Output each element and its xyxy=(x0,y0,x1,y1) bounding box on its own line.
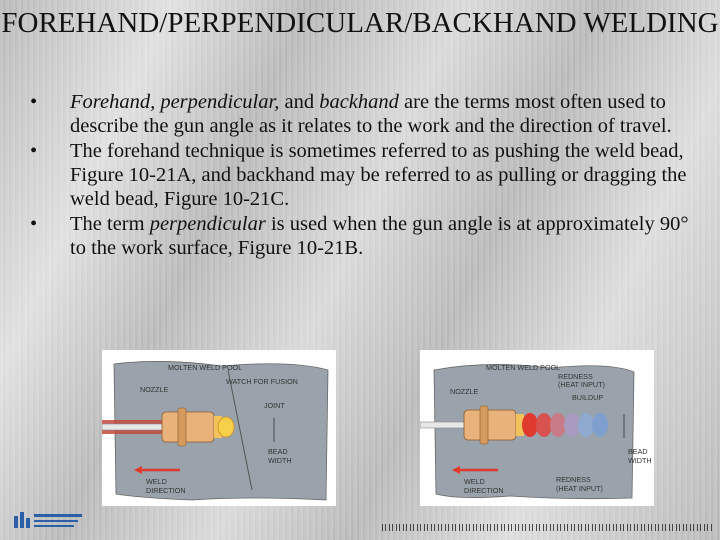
label-weld: WELD xyxy=(464,477,485,486)
bullet-text: is used when the gun angle is at approximately 90° to the work surface, Figure 10-21B. xyxy=(70,213,689,259)
label-watch-for-fusion: WATCH FOR FUSION xyxy=(226,377,298,386)
label-weld: WELD xyxy=(146,477,167,486)
slide-title: FOREHAND/PERPENDICULAR/BACKHAND WELDING xyxy=(1,7,719,39)
bead-segment xyxy=(536,413,552,437)
label-buildup: BUILDUP xyxy=(572,393,604,402)
label-direction: DIRECTION xyxy=(146,486,186,495)
bullet-text-italic: perpendicular xyxy=(149,213,266,235)
bullet-text-italic: Forehand, perpendicular, xyxy=(70,91,280,113)
label-heat-input: (HEAT INPUT) xyxy=(556,484,603,493)
bullet-glyph: • xyxy=(30,140,38,162)
label-direction: DIRECTION xyxy=(464,486,504,495)
figure-backhand-diagram xyxy=(420,350,654,506)
label-bead: BEAD xyxy=(268,447,288,456)
bullet-item xyxy=(30,139,690,211)
bullet-text-italic: backhand xyxy=(319,91,399,113)
label-heat-input: (HEAT INPUT) xyxy=(558,380,605,389)
label-redness: REDNESS xyxy=(556,475,591,484)
label-molten-weld-pool: MOLTEN WELD POOL xyxy=(486,363,561,372)
nozzle-shape xyxy=(464,410,516,440)
logo-icon xyxy=(12,508,84,532)
bullet-text: The forehand technique is sometimes referred to as pushing the weld bead, Figure 10-21A, and backhand may be referred to as pulling or dragging the weld bead, Figure 10-21C. xyxy=(70,140,687,210)
publisher-logo xyxy=(12,508,84,532)
bead-segment xyxy=(564,413,580,437)
label-molten-weld-pool: MOLTEN WELD POOL xyxy=(168,363,243,372)
weld-pool xyxy=(218,417,234,437)
weld-diagram-svg xyxy=(420,350,654,506)
bullet-text: and xyxy=(279,91,320,113)
weld-diagram-svg xyxy=(102,350,336,506)
figure-forehand-diagram xyxy=(102,350,336,506)
label-width: WIDTH xyxy=(268,456,292,465)
bullet-text: The term xyxy=(70,213,150,235)
nozzle-ring xyxy=(480,406,488,444)
label-nozzle: NOZZLE xyxy=(140,385,169,394)
bullet-item xyxy=(30,90,690,138)
footer-caption xyxy=(382,524,712,531)
bead-segment xyxy=(550,413,566,437)
label-redness: REDNESS xyxy=(558,372,593,381)
label-width: WIDTH xyxy=(628,456,652,465)
wire xyxy=(420,422,468,428)
bullet-glyph: • xyxy=(30,213,38,235)
bullet-text: are the terms most often used to describe the gun angle as it relates to the work and the direction of travel. xyxy=(70,91,672,137)
nozzle-shape xyxy=(162,412,214,442)
bullet-glyph: • xyxy=(30,91,38,113)
wire xyxy=(102,424,164,430)
bead-segment xyxy=(578,413,594,437)
label-nozzle: NOZZLE xyxy=(450,387,479,396)
label-joint: JOINT xyxy=(264,401,285,410)
nozzle-ring xyxy=(178,408,186,446)
bead-segment xyxy=(592,413,608,437)
bead-segment xyxy=(522,413,538,437)
bullet-list xyxy=(30,90,690,261)
bullet-item xyxy=(30,212,690,260)
label-bead: BEAD xyxy=(628,447,648,456)
